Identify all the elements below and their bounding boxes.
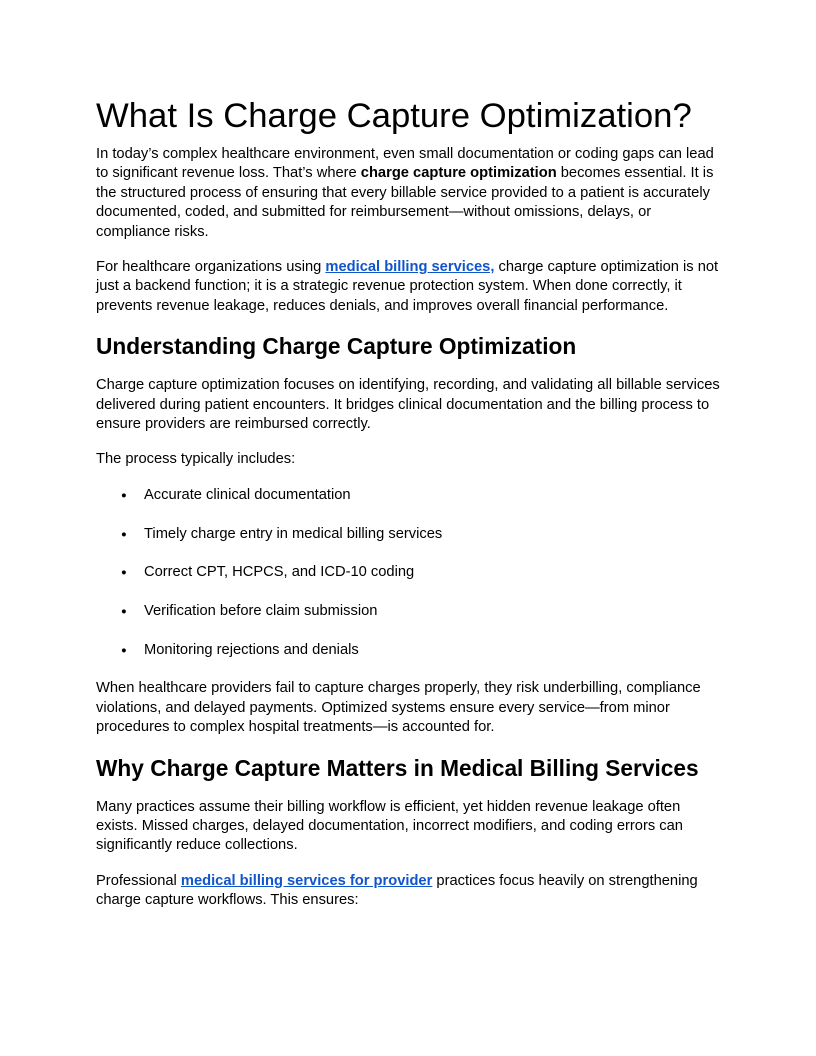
link-medical-billing-services[interactable]: medical billing services, bbox=[325, 259, 495, 276]
paragraph-process-includes: The process typically includes: bbox=[96, 451, 296, 468]
list-item-text: Verification before claim submission bbox=[144, 602, 378, 619]
document-title: What Is Charge Capture Optimization? bbox=[96, 97, 692, 135]
paragraph-risks: When healthcare providers fail to capture charges properly, they risk underbilling, compliance violations, and delayed payments. Optimized systems ensure every service—from minor procedures to complex hospital treatments—is accounted for. bbox=[96, 680, 701, 736]
list-item-text: Correct CPT, HCPCS, and ICD-10 coding bbox=[144, 564, 415, 581]
bullet-icon: ● bbox=[121, 567, 127, 579]
list-item-text: Timely charge entry in medical billing services bbox=[144, 525, 443, 542]
bullet-icon: ● bbox=[121, 605, 127, 617]
bullet-icon: ● bbox=[121, 644, 127, 656]
paragraph-text: practices focus heavily on strengthening charge capture workflows. This ensures: bbox=[96, 872, 698, 909]
list-item-text: Monitoring rejections and denials bbox=[144, 641, 359, 658]
bullet-icon: ● bbox=[121, 489, 127, 501]
list-item bbox=[121, 641, 720, 660]
paragraph-text: charge capture optimization is not just a backend function; it is a strategic revenue protection system. When done correctly, it prevents revenue leakage, reduces denials, and improves overall financial performance. bbox=[96, 259, 719, 314]
paragraph-text: For healthcare organizations using bbox=[96, 259, 326, 276]
heading-why-charge-capture-matters: Why Charge Capture Matters in Medical Billing Services bbox=[96, 754, 699, 781]
paragraph-professional bbox=[96, 872, 720, 911]
heading-understanding-charge-capture: Understanding Charge Capture Optimization bbox=[96, 333, 577, 360]
paragraph-leakage: Many practices assume their billing workflow is efficient, yet hidden revenue leakage often exists. Missed charges, delayed documentation, incorrect modifiers, and coding errors can significantly reduce collections. bbox=[96, 798, 683, 854]
list-item bbox=[121, 525, 720, 544]
link-medical-billing-services-for-provider[interactable]: medical billing services for provider bbox=[180, 872, 433, 889]
paragraph-text: Professional bbox=[96, 872, 181, 889]
bullet-list bbox=[96, 486, 720, 660]
paragraph-text: In today’s complex healthcare environment, even small documentation or coding gaps can lead to significant revenue loss. That’s where bbox=[96, 146, 714, 182]
bold-phrase-charge-capture-optimization: charge capture optimization bbox=[360, 165, 557, 182]
list-item bbox=[121, 486, 720, 505]
paragraph-organizations bbox=[96, 258, 720, 316]
list-item bbox=[121, 563, 720, 582]
list-item-text: Accurate clinical documentation bbox=[144, 486, 351, 503]
bullet-icon: ● bbox=[121, 528, 127, 540]
paragraph-focus: Charge capture optimization focuses on identifying, recording, and validating all billable services delivered during patient encounters. It bridges clinical documentation and the billing process to ensure providers are reimbursed correctly. bbox=[96, 377, 720, 433]
paragraph-text: becomes essential. It is the structured process of ensuring that every billable service provided to a patient is accurately documented, coded, and submitted for reimbursement—without omissions, delays, or compliance risks. bbox=[96, 165, 714, 240]
list-item bbox=[121, 602, 720, 621]
paragraph-intro bbox=[96, 145, 720, 242]
